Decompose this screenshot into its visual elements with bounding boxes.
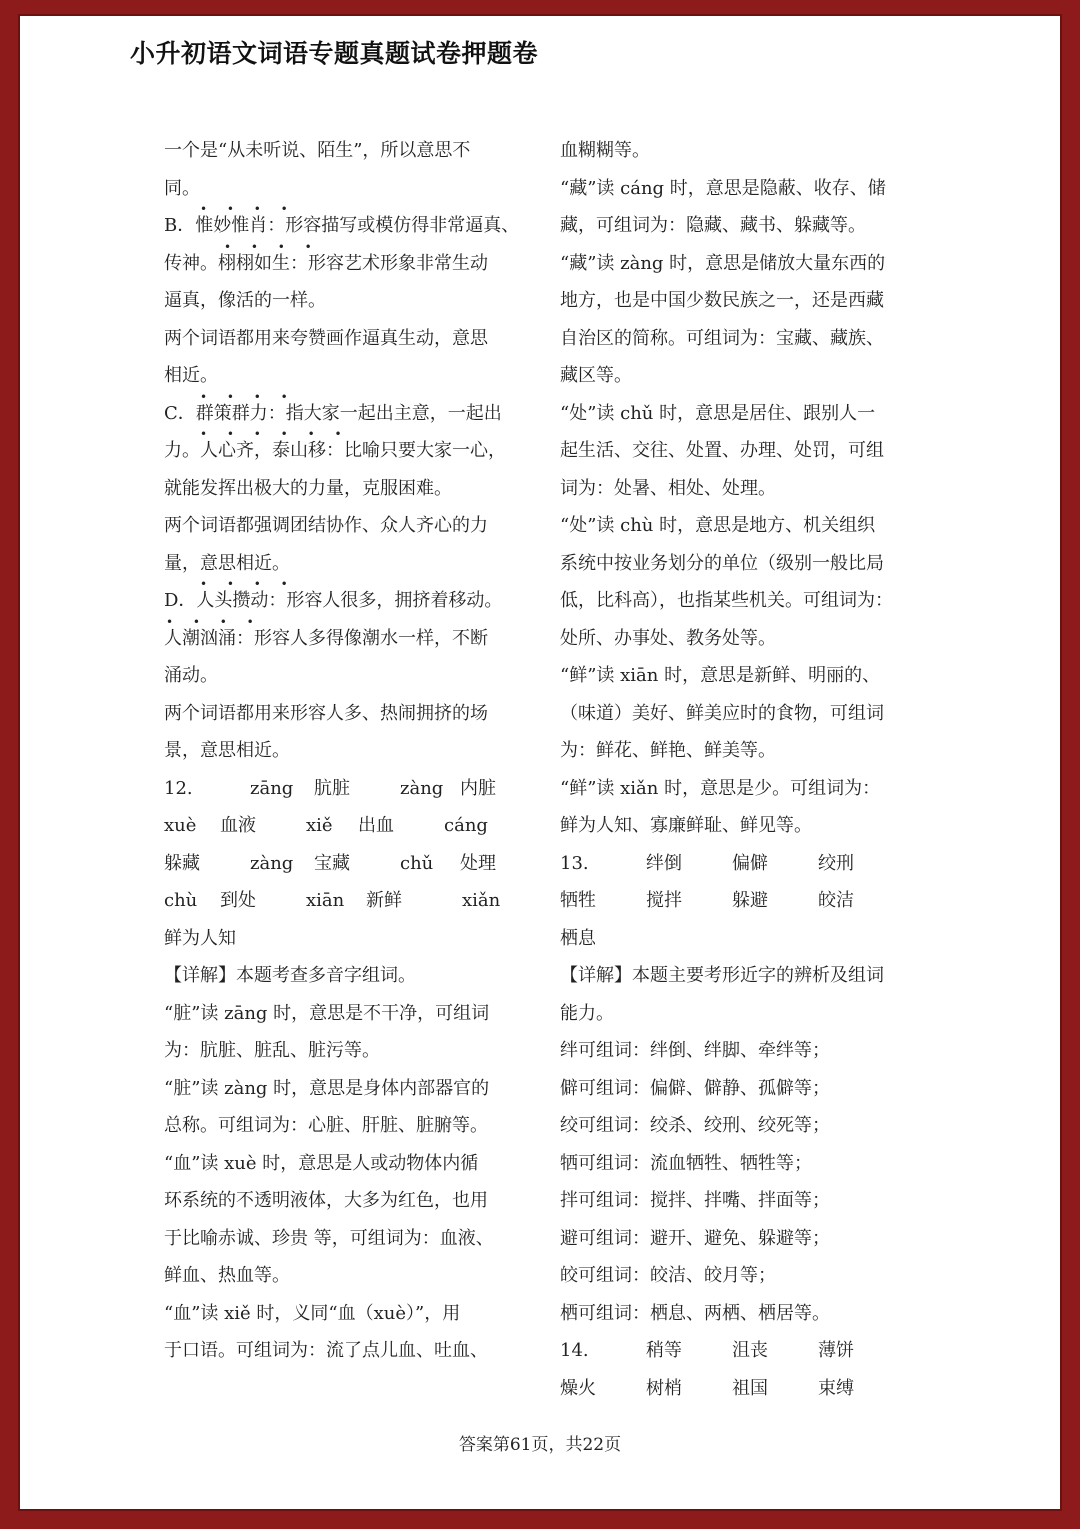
explanation-heading: 【详解】本题考查多音字组词。 — [164, 965, 416, 986]
text-line: 处所、办事处、教务处等。 — [560, 627, 776, 649]
answer-cell: 躲避 — [732, 890, 768, 911]
text-line-content: 人潮汹涌：形容人多得像潮水一样，不断 — [164, 627, 488, 649]
answer-cell: 沮丧 — [732, 1340, 768, 1361]
emphasis-dots: • • • • — [200, 389, 296, 404]
answer-cell: 牺牲 — [560, 890, 596, 911]
answer-12-row — [164, 845, 530, 883]
answer-cell: 肮脏 — [314, 777, 350, 799]
answer-cell: 皎洁 — [818, 890, 854, 911]
text-line: 拌可组词：搅拌、拌嘴、拌面等； — [560, 1190, 830, 1211]
answer-cell: xuè — [164, 815, 197, 836]
answer-cell: 束缚 — [818, 1377, 854, 1399]
text-line: 绞可组词：绞杀、绞刑、绞死等； — [560, 1115, 830, 1136]
emphasis-dots: • • • • — [200, 577, 296, 591]
answer-cell: 新鲜 — [366, 890, 402, 911]
answer-cell: 处理 — [460, 852, 496, 874]
text-line: 藏区等。 — [560, 365, 632, 386]
answer-cell: zàng — [400, 777, 444, 799]
text-line: “脏”读 zàng 时，意思是身体内部器官的 — [164, 1077, 490, 1099]
answer-cell: 树梢 — [646, 1377, 682, 1399]
answer-cell: 祖国 — [732, 1377, 768, 1399]
text-line: 系统中按业务划分的单位（级别一般比局 — [560, 552, 884, 574]
text-line: 于比喻赤诚、珍贵 等，可组词为：血液、 — [164, 1227, 494, 1249]
answer-13-row — [560, 845, 930, 883]
answer-cell: 燥火 — [560, 1377, 596, 1399]
text-line: 于口语。可组词为：流了点儿血、吐血、 — [164, 1340, 488, 1361]
text-line: “处”读 chǔ 时，意思是居住、跟别人一 — [560, 402, 876, 424]
text-line: 相近。 — [164, 365, 218, 386]
text-line — [164, 427, 530, 470]
text-line: 低，比科高），也指某些机关。可组词为： — [560, 590, 893, 611]
answer-cell: 躲藏 — [164, 852, 200, 874]
answer-13-row — [560, 882, 930, 920]
answer-cell: 搅拌 — [646, 890, 682, 911]
text-line: 为：肮脏、脏乱、脏污等。 — [164, 1040, 380, 1061]
text-line: 能力。 — [560, 1002, 614, 1024]
text-line: “鲜”读 xiǎn 时，意思是少。可组词为： — [560, 777, 881, 799]
text-line: 一个是“从未听说、陌生”，所以意思不 — [164, 140, 471, 161]
text-line: “藏”读 zàng 时，意思是储放大量东西的 — [560, 252, 886, 274]
text-line: 自治区的简称。可组词为：宝藏、藏族、 — [560, 327, 884, 349]
option-b-text: B．惟妙惟肖：形容描写或模仿得非常逼真、 — [164, 215, 520, 236]
text-line: 栖可组词：栖息、两栖、栖居等。 — [560, 1302, 830, 1324]
text-line: 鲜血、热血等。 — [164, 1265, 290, 1286]
explanation-heading: 【详解】本题主要考形近字的辨析及组词 — [560, 965, 884, 986]
answer-cell: 薄饼 — [818, 1340, 854, 1361]
page-footer: 答案第61页，共22页 — [458, 1435, 622, 1455]
option-d-text: D．人头攒动：形容人很多，拥挤着移动。 — [164, 590, 503, 611]
text-line: 起生活、交往、处置、办理、处罚，可组 — [560, 440, 884, 461]
text-line: 词为：处暑、相处、处理。 — [560, 477, 776, 499]
text-line: 逼真，像活的一样。 — [164, 290, 326, 311]
emphasis-dots: • • • • — [200, 202, 296, 216]
text-line: 藏，可组词为：隐藏、藏书、躲藏等。 — [560, 215, 866, 236]
answer-13-row: 栖息 — [560, 927, 596, 949]
text-line-content: 传神。栩栩如生：形容艺术形象非常生动 — [164, 252, 488, 274]
answer-14-row — [560, 1332, 930, 1370]
text-line — [164, 239, 530, 283]
text-line: “处”读 chù 时，意思是地方、机关组织 — [560, 515, 876, 536]
text-line: 总称。可组词为：心脏、肝脏、脏腑等。 — [164, 1115, 488, 1136]
text-line: 两个词语都用来形容人多、热闹拥挤的场 — [164, 702, 488, 724]
option-d-line — [164, 577, 530, 620]
text-line: “鲜”读 xiān 时，意思是新鲜、明丽的、 — [560, 665, 881, 686]
answer-cell: xiǎn — [462, 890, 501, 911]
text-line: “藏”读 cáng 时，意思是隐蔽、收存、储 — [560, 177, 886, 199]
left-column — [164, 132, 530, 1370]
text-line: 就能发挥出极大的力量，克服困难。 — [164, 477, 452, 499]
text-line: “脏”读 zāng 时，意思是不干净，可组词 — [164, 1002, 490, 1024]
answer-cell: xiě — [306, 815, 333, 836]
answer-cell: 出血 — [358, 815, 394, 836]
text-line: 量，意思相近。 — [164, 552, 290, 574]
text-line: （味道）美好、鲜美应时的食物，可组词 — [560, 702, 884, 724]
text-line: 避可组词：避开、避免、躲避等； — [560, 1227, 830, 1249]
answer-cell: chǔ — [400, 852, 434, 874]
text-line: 血糊糊等。 — [560, 140, 650, 161]
text-line: 皎可组词：皎洁、皎月等； — [560, 1265, 776, 1286]
right-column — [560, 132, 930, 1407]
text-line: 环系统的不透明液体，大多为红色，也用 — [164, 1190, 488, 1211]
answer-cell: 宝藏 — [314, 852, 350, 874]
text-line: 景，意思相近。 — [164, 740, 290, 761]
answer-cell: 13. — [560, 852, 589, 874]
answer-cell: 绊倒 — [646, 852, 682, 874]
answer-cell: 血液 — [220, 815, 256, 836]
emphasis-dots: • • • • — [166, 614, 262, 629]
text-line: 涌动。 — [164, 665, 218, 686]
answer-cell: zàng — [250, 852, 294, 874]
answer-cell: 绞刑 — [818, 852, 854, 874]
answer-cell: 偏僻 — [732, 852, 768, 874]
text-line: 绊可组词：绊倒、绊脚、牵绊等； — [560, 1040, 830, 1061]
answer-14-row — [560, 1370, 930, 1408]
text-line — [164, 614, 530, 658]
document-title: 小升初语文词语专题真题试卷押题卷 — [130, 39, 539, 68]
emphasis-dots: • • • • • • — [200, 427, 350, 441]
answer-cell: zāng — [250, 777, 294, 799]
answer-cell: 内脏 — [460, 777, 496, 799]
text-line: 地方，也是中国少数民族之一，还是西藏 — [560, 290, 884, 311]
page — [18, 14, 1062, 1511]
text-line-content: 力。人心齐，泰山移：比喻只要大家一心， — [164, 440, 506, 461]
answer-cell: cáng — [444, 815, 488, 836]
answer-cell: 14. — [560, 1340, 589, 1361]
text-line: “血”读 xuè 时，意思是人或动物体内循 — [164, 1152, 479, 1174]
answer-cell: 12. — [164, 777, 193, 799]
answer-12-row: 鲜为人知 — [164, 927, 236, 949]
answer-cell: chù — [164, 890, 198, 911]
text-line: 鲜为人知、寡廉鲜耻、鲜见等。 — [560, 815, 812, 836]
text-line: 为：鲜花、鲜艳、鲜美等。 — [560, 740, 776, 761]
text-line: 僻可组词：偏僻、僻静、孤僻等； — [560, 1077, 830, 1099]
option-b-line — [164, 202, 530, 245]
emphasis-dots: • • • • — [224, 239, 320, 254]
answer-cell: 到处 — [220, 890, 256, 911]
answer-12-row — [164, 807, 530, 845]
answer-cell: xiān — [306, 890, 345, 911]
text-line: 两个词语都用来夸赞画作逼真生动，意思 — [164, 327, 488, 349]
answer-12-row — [164, 770, 530, 808]
answer-12-row — [164, 882, 530, 920]
text-line: “血”读 xiě 时，义同“血（xuè）”，用 — [164, 1302, 461, 1324]
answer-cell: 稍等 — [646, 1340, 682, 1361]
text-line: 两个词语都强调团结协作、众人齐心的力 — [164, 515, 488, 536]
text-line: 同。 — [164, 177, 200, 199]
option-c-text: C．群策群力：指大家一起出主意，一起出 — [164, 402, 502, 424]
text-line: 牺可组词：流血牺牲、牺牲等； — [560, 1152, 812, 1174]
